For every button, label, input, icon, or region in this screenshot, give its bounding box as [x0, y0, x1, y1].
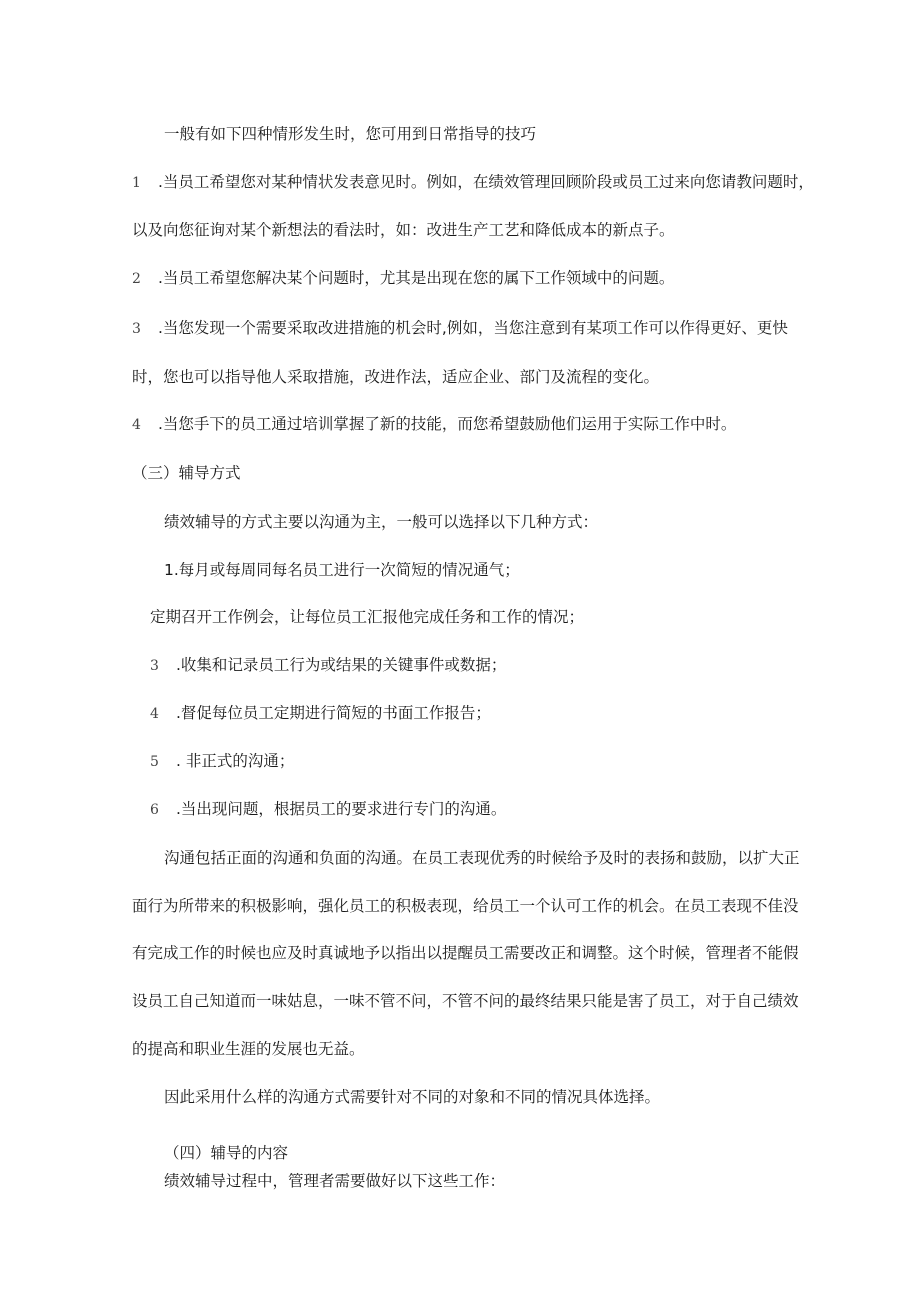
method-item-6 [150, 799, 506, 820]
method-item-6-text: .当出现问题，根据员工的要求进行专门的沟通。 [176, 800, 507, 818]
method-item-5-text: . 非正式的沟通； [176, 752, 295, 770]
paragraph-line-5: 的提高和职业生涯的发展也无益。 [132, 1040, 365, 1058]
situation-3-line-1 [132, 318, 788, 339]
situation-3-number: 3 [132, 321, 141, 337]
situation-1-text: .当员工希望您对某种情状发表意见时。例如，在绩效管理回顾阶段或员工过来向您请教问题时， [158, 173, 814, 191]
method-item-4-text: .督促每位员工定期进行简短的书面工作报告； [176, 704, 491, 722]
method-item-3-number: 3 [150, 658, 159, 674]
method-item-3-text: .收集和记录员工行为或结果的关键事件或数据； [176, 656, 507, 674]
method-item-2: 定期召开工作例会，让每位员工汇报他完成任务和工作的情况； [150, 608, 585, 626]
intro-text: 一般有如下四种情形发生时，您可用到日常指导的技巧 [164, 125, 537, 143]
section-3-intro: 绩效辅导的方式主要以沟通为主，一般可以选择以下几种方式： [164, 513, 599, 531]
situation-4-line-1 [132, 414, 736, 435]
situation-1-number: 1 [132, 175, 141, 191]
paragraph-line-1: 沟通包括正面的沟通和负面的沟通。在员工表现优秀的时候给予及时的表扬和鼓励，以扩大正 [164, 849, 800, 867]
situation-1-line-1 [132, 172, 814, 193]
method-item-3 [150, 655, 506, 676]
method-item-4 [150, 703, 491, 724]
paragraph-line-2: 面行为所带来的积极影响，强化员工的积极表现，给员工一个认可工作的机会。在员工表现不佳没 [132, 897, 799, 915]
situation-2-text: .当员工希望您解决某个问题时，尤其是出现在您的属下工作领域中的问题。 [158, 269, 675, 287]
section-4-intro: 绩效辅导过程中，管理者需要做好以下这些工作： [164, 1172, 506, 1190]
paragraph-line-3: 有完成工作的时候也应及时真诚地予以指出以提醒员工需要改正和调整。这个时候，管理者不能假 [132, 944, 799, 962]
method-item-6-number: 6 [150, 802, 159, 818]
method-item-5 [150, 751, 294, 772]
situation-4-text: .当您手下的员工通过培训掌握了新的技能，而您希望鼓励他们运用于实际工作中时。 [158, 415, 737, 433]
situation-2-number: 2 [132, 271, 141, 287]
section-3-heading: （三）辅导方式 [132, 464, 241, 482]
situation-1-line-2: 以及向您征询对某个新想法的看法时，如：改进生产工艺和降低成本的新点子。 [132, 221, 675, 239]
situation-2-line-1 [132, 268, 674, 289]
situation-4-number: 4 [132, 417, 141, 433]
method-item-5-number: 5 [150, 754, 159, 770]
method-item-1: 1.每月或每周同每名员工进行一次简短的情况通气； [164, 561, 520, 579]
situation-3-line-2: 时，您也可以指导他人采取措施，改进作法，适应企业、部门及流程的变化。 [132, 368, 660, 386]
section-4-heading: （四）辅导的内容 [164, 1144, 289, 1162]
paragraph-line-4: 设员工自己知道而一味姑息，一味不管不问，不管不问的最终结果只能是害了员工，对于自己绩效 [132, 992, 799, 1010]
method-item-4-number: 4 [150, 706, 159, 722]
situation-3-text: .当您发现一个需要采取改进措施的机会时,例如，当您注意到有某项工作可以作得更好、更快 [158, 319, 788, 337]
conclusion-text: 因此采用什么样的沟通方式需要针对不同的对象和不同的情况具体选择。 [164, 1088, 661, 1106]
